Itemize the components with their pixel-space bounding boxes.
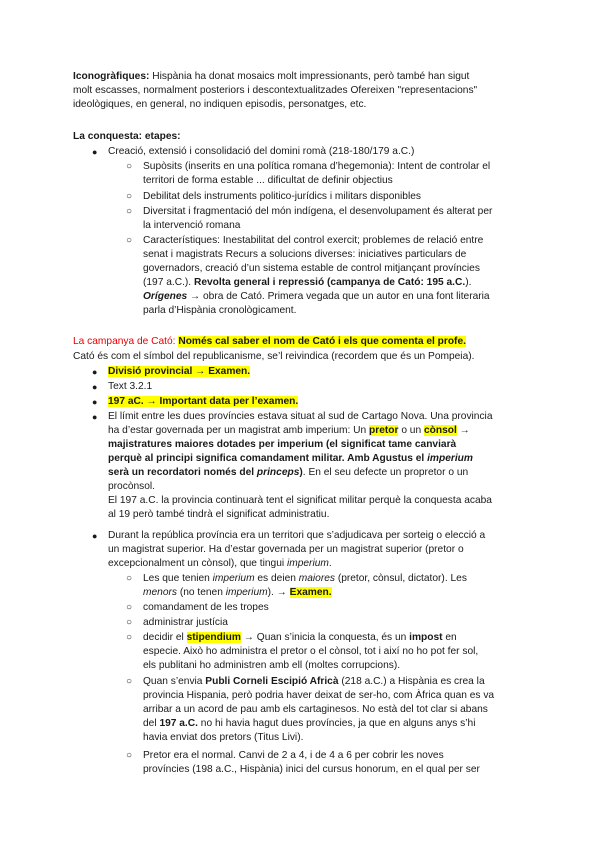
list-item	[92, 529, 528, 571]
pretor-term: pretor	[369, 425, 399, 436]
maiores-term: maiores	[298, 573, 335, 584]
carac-line: parla d’Hispània cronològicament.	[143, 305, 297, 316]
republica-text: excepcionalment un cònsol), que tingui	[108, 558, 287, 569]
sub-line: havia enviat dos pretors (Titus Livi).	[143, 732, 304, 743]
carac-line: senat i magistrats Recurs a solucions diverses: iniciatives particulars de	[143, 249, 467, 260]
escipio-name: Publi Corneli Escipió Africà	[205, 676, 339, 687]
sub-text: (pretor, cònsul, dictator). Les	[334, 573, 467, 584]
circle-bullet-icon: ○	[126, 750, 133, 761]
sub-text: es deien	[254, 573, 299, 584]
conquesta-item-1: Creació, extensió i consolidació del domini romà (218-180/179 a.C.)	[108, 146, 415, 157]
sub-text: decidir el	[143, 632, 187, 643]
imperium-term: imperium	[225, 587, 268, 598]
republica-line: un magistrat superior. Ha d’estar governada per un magistrat superior (pretor o	[108, 544, 464, 555]
sub-text: → Quan s’inicia la conquesta, és un	[240, 632, 410, 643]
carac-text: (197 a.C.).	[143, 277, 194, 288]
sub-line: especie. Això ho administra el pretor o el cònsol, tot i així no ho pot fer sol,	[143, 646, 479, 657]
sub-line: comandament de les tropes	[143, 602, 269, 613]
date-197: 197 a.C.	[159, 718, 198, 729]
sub-line: províncies (198 a.C., Hispània) inici del cursus honorum, en el qual per ser	[143, 764, 480, 775]
circle-bullet-icon: ○	[126, 617, 133, 628]
consol-term: cònsol	[423, 425, 457, 436]
list-item	[126, 631, 528, 673]
campanya-title: La campanya de Cató:	[73, 336, 179, 347]
limit-text: →	[456, 425, 470, 436]
list-item	[92, 365, 528, 379]
imperium-term: imperium	[286, 558, 329, 569]
limit-line: majistratures maiores dotades per imperium (el significat tame canviarà	[108, 439, 457, 450]
sub-text: (218 a.C.) a Hispània es crea la	[338, 676, 485, 687]
list-item	[126, 749, 528, 777]
circle-bullet-icon: ○	[126, 235, 133, 246]
list-item	[126, 601, 528, 615]
important-date: 197 aC. → Important data per l’examen.	[108, 396, 299, 407]
examen-note: Examen.	[289, 587, 332, 598]
sub-text: en	[442, 632, 457, 643]
origenes-title: Orígenes	[143, 291, 188, 302]
conquesta-heading: La conquesta: etapes:	[73, 131, 181, 142]
stipendium-term: stipendium	[186, 632, 241, 643]
circle-bullet-icon: ○	[126, 206, 133, 217]
circle-bullet-icon: ○	[126, 191, 133, 202]
campanya-heading	[73, 335, 466, 349]
list-item	[126, 572, 528, 600]
list-item	[126, 205, 528, 233]
princeps-term: princeps	[256, 467, 300, 478]
list-item	[92, 145, 528, 159]
sub-item-line: Debilitat dels instruments politico-jurídics i militars disponibles	[143, 191, 421, 202]
intro-label: Iconogràfiques:	[73, 71, 150, 82]
limit-line: procònsol.	[108, 481, 156, 492]
limit-line: El 197 a.C. la provincia continuarà tent el significat militar perquè la conquesta acaba	[108, 495, 492, 506]
list-item	[126, 160, 528, 188]
circle-bullet-icon: ○	[126, 573, 133, 584]
intro-paragraph	[73, 70, 528, 112]
list-item	[92, 395, 528, 409]
list-item	[126, 675, 528, 745]
carac-line: Característiques: Inestabilitat del control exercit; problemes de relació entre	[143, 235, 484, 246]
circle-bullet-icon: ○	[126, 632, 133, 643]
list-item	[126, 234, 528, 318]
sub-line: arribar a un acord de pau amb els cartaginesos. No està del tot clar si abans	[143, 704, 488, 715]
list-item	[126, 190, 528, 204]
republica-line: Durant la república província era un territori que s’adjudicava per sorteig o elecció a	[108, 530, 486, 541]
circle-bullet-icon: ○	[126, 161, 133, 172]
sub-text: no hi havia hagut dues províncies, ja que en alguns anys s’hi	[197, 718, 476, 729]
revolta-text: Revolta general i repressió (campanya de Cató: 195 a.C.	[193, 277, 466, 288]
sub-text: Quan s’envia	[143, 676, 206, 687]
list-item	[126, 616, 528, 630]
limit-text: perquè al principi significa comandament militar. Amb Agustus el	[108, 453, 428, 464]
divisio-provincial: Divisió provincial → Examen.	[108, 366, 251, 377]
republica-text: .	[328, 558, 332, 569]
sub-line: els publitani ho administren amb ell (moltes corrupcions).	[143, 660, 401, 671]
bullet-icon: ●	[92, 382, 98, 392]
limit-text: serà un recordatori només del	[108, 467, 257, 478]
limit-text: o un	[398, 425, 424, 436]
limit-text: ha d’estar governada per un magistrat amb imperium: Un	[108, 425, 370, 436]
limit-line: al 19 però també tindrà el significat administratiu.	[108, 509, 330, 520]
bullet-icon: ●	[92, 531, 98, 541]
impost-term: impost	[409, 632, 443, 643]
sub-line: provincia Hispania, però podria haver deixat de ser-ho, com Àfrica quan es va	[143, 690, 495, 701]
sub-line: administrar justícia	[143, 617, 228, 628]
text-ref: Text 3.2.1	[108, 381, 153, 392]
list-item	[92, 380, 528, 394]
sub-item-line: Supòsits (inserits en una política romana d’hegemonia): Intent de controlar el	[143, 161, 491, 172]
campanya-intro: Cató és com el símbol del republicanisme, se’l reivindica (recordem que és un Pompeia).	[73, 351, 475, 362]
circle-bullet-icon: ○	[126, 676, 133, 687]
sub-line: Pretor era el normal. Canvi de 2 a 4, i de 4 a 6 per cobrir les noves	[143, 750, 444, 761]
imperium-term: imperium	[427, 453, 473, 464]
bullet-icon: ●	[92, 147, 98, 157]
limit-text: . En el seu defecte un propretor o un	[302, 467, 469, 478]
circle-bullet-icon: ○	[126, 602, 133, 613]
carac-text: → obra de Cató. Primera vegada que un autor en una font literaria	[187, 291, 490, 302]
carac-text: ).	[465, 277, 472, 288]
sub-text: ). →	[267, 587, 290, 598]
bullet-icon: ●	[92, 367, 98, 377]
campanya-note: Només cal saber el nom de Cató i els que comenta el profe.	[178, 336, 466, 347]
sub-text: Les que tenien	[143, 573, 213, 584]
sub-text: del	[143, 718, 160, 729]
sub-text: (no tenen	[176, 587, 226, 598]
intro-text-3: ideològiques, en general, no indiquen episodis, personatges, etc.	[73, 99, 367, 110]
intro-text-1: Hispània ha donat mosaics molt impressionants, però també han sigut	[149, 71, 470, 82]
sub-item-line: Diversitat i fragmentació del món indígena, el desenvolupament és alterat per	[143, 206, 493, 217]
bullet-icon: ●	[92, 397, 98, 407]
carac-line: governadors, creació d’un sistema estable de control mitjançant províncies	[143, 263, 480, 274]
menors-term: menors	[143, 587, 177, 598]
limit-text: )	[299, 467, 303, 478]
sub-item-line: territori de forma estable ... dificultat de definir objectius	[143, 175, 393, 186]
limit-line: El límit entre les dues províncies estava situat al sud de Cartago Nova. Una provincia	[108, 411, 493, 422]
imperium-term: imperium	[212, 573, 255, 584]
intro-text-2: molt escasses, normalment posteriors i descontextualitzades Ofereixen "representacions"	[73, 85, 478, 96]
bullet-icon: ●	[92, 412, 98, 422]
list-item	[92, 410, 528, 522]
sub-item-line: la intervenció romana	[143, 220, 241, 231]
